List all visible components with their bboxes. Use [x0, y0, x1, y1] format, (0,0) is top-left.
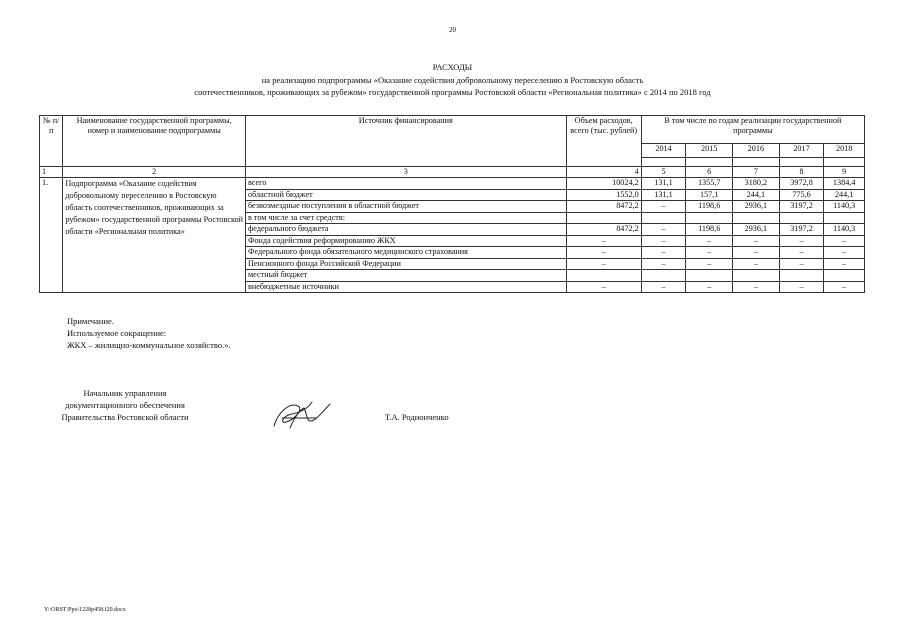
- value-cell: [566, 212, 641, 224]
- header-year-2014: 2014: [641, 143, 686, 157]
- header-year-2018: 2018: [824, 143, 865, 157]
- source-cell: Федерального фонда обязательного медицинского страхования: [245, 247, 566, 259]
- col-number: 5: [641, 167, 686, 178]
- handwritten-signature: [268, 398, 340, 432]
- value-cell: 1198,6: [686, 201, 733, 213]
- value-cell: [779, 212, 824, 224]
- value-cell: –: [641, 235, 686, 247]
- source-cell: Пенсионного фонда Российской Федерации: [245, 258, 566, 270]
- col-number: 8: [779, 167, 824, 178]
- value-cell: 244,1: [733, 189, 780, 201]
- page-number: 20: [449, 26, 456, 34]
- value-cell: 3180,2: [733, 178, 780, 190]
- header-year-2017: 2017: [779, 143, 824, 157]
- value-cell: [733, 212, 780, 224]
- document-title: РАСХОДЫ: [432, 62, 473, 72]
- header-source: Источник финансирования: [245, 116, 566, 167]
- value-cell: [686, 212, 733, 224]
- header-row-1: [40, 116, 865, 144]
- col-number: 3: [245, 167, 566, 178]
- value-cell: [824, 270, 865, 282]
- header-years-group: В том числе по годам реализации государственной программы: [641, 116, 864, 144]
- value-cell: 2936,1: [733, 224, 780, 236]
- value-cell: –: [566, 235, 641, 247]
- note-abbrev-text: ЖКХ – жилищно-коммунальное хозяйство.».: [67, 340, 231, 350]
- source-cell: Фонда содействия реформированию ЖКХ: [245, 235, 566, 247]
- value-cell: 157,1: [686, 189, 733, 201]
- source-cell: в том числе за счет средств:: [245, 212, 566, 224]
- value-cell: –: [641, 247, 686, 259]
- col-number: 9: [824, 167, 865, 178]
- value-cell: 131,1: [641, 189, 686, 201]
- value-cell: 131,1: [641, 178, 686, 190]
- value-cell: –: [641, 201, 686, 213]
- value-cell: –: [733, 235, 780, 247]
- value-cell: –: [824, 235, 865, 247]
- program-name: Подпрограмма «Оказание содействия добровольному переселению в Ростовскую область соотечественников, проживающих за рубежом» государственной программы Ростовской области «Региональная политика»: [63, 178, 246, 293]
- value-cell: 10024,2: [566, 178, 641, 190]
- header-num: № п/п: [40, 116, 63, 167]
- col-number: 7: [733, 167, 780, 178]
- value-cell: 2936,1: [733, 201, 780, 213]
- value-cell: –: [824, 247, 865, 259]
- value-cell: –: [641, 281, 686, 293]
- value-cell: –: [824, 281, 865, 293]
- value-cell: 244,1: [824, 189, 865, 201]
- value-cell: –: [733, 258, 780, 270]
- value-cell: –: [686, 258, 733, 270]
- value-cell: 775,6: [779, 189, 824, 201]
- header-volume: Объем расходов, всего (тыс. рублей): [566, 116, 641, 167]
- value-cell: [779, 270, 824, 282]
- source-cell: безвозмездные поступления в областной бюджет: [245, 201, 566, 213]
- signatory-position-line-3: Правительства Ростовской области: [61, 412, 189, 422]
- value-cell: –: [641, 258, 686, 270]
- value-cell: 1355,7: [686, 178, 733, 190]
- source-cell: всего: [245, 178, 566, 190]
- table-row: [40, 178, 865, 190]
- source-cell: внебюджетные источники: [245, 281, 566, 293]
- document-subtitle-line-2: соотечественников, проживающих за рубежом» государственной программы Ростовской области «Региональная политика» с 2014 по 2018 год: [194, 87, 711, 97]
- value-cell: 3197,2: [779, 201, 824, 213]
- footer-file-path: Y:\ORST\Ppo\1228p458.f20.docx: [44, 607, 126, 613]
- header-name: Наименование государственной программы, номер и наименование подпрограммы: [63, 116, 246, 167]
- value-cell: –: [824, 258, 865, 270]
- column-numbers-row: [40, 167, 865, 178]
- value-cell: –: [779, 247, 824, 259]
- row-number: 1.: [40, 178, 63, 293]
- value-cell: –: [779, 258, 824, 270]
- source-cell: областной бюджет: [245, 189, 566, 201]
- value-cell: –: [566, 281, 641, 293]
- value-cell: –: [733, 281, 780, 293]
- value-cell: 1140,3: [824, 224, 865, 236]
- col-number: 2: [63, 167, 246, 178]
- note-heading: Примечание.: [67, 316, 114, 326]
- source-cell: федерального бюджета: [245, 224, 566, 236]
- value-cell: [686, 270, 733, 282]
- source-cell: местный бюджет: [245, 270, 566, 282]
- value-cell: –: [686, 235, 733, 247]
- value-cell: 1384,4: [824, 178, 865, 190]
- value-cell: –: [641, 224, 686, 236]
- note-abbrev-heading: Используемое сокращение:: [67, 328, 167, 338]
- col-number: 6: [686, 167, 733, 178]
- value-cell: [641, 212, 686, 224]
- value-cell: –: [566, 247, 641, 259]
- expenses-table: [39, 115, 865, 293]
- header-year-2016: 2016: [733, 143, 780, 157]
- value-cell: 1140,3: [824, 201, 865, 213]
- value-cell: 3972,8: [779, 178, 824, 190]
- signatory-position-line-1: Начальник управления: [83, 388, 167, 398]
- value-cell: –: [779, 235, 824, 247]
- value-cell: [641, 270, 686, 282]
- value-cell: [566, 270, 641, 282]
- document-subtitle-line-1: на реализацию подпрограммы «Оказание содействия добровольному переселению в Ростовскую область: [261, 75, 644, 85]
- value-cell: –: [779, 281, 824, 293]
- value-cell: –: [686, 247, 733, 259]
- value-cell: 8472,2: [566, 201, 641, 213]
- signatory-position-line-2: документационного обеспечения: [65, 400, 185, 410]
- value-cell: –: [686, 281, 733, 293]
- col-number: 1: [40, 167, 63, 178]
- value-cell: 1552,0: [566, 189, 641, 201]
- value-cell: 3197,2: [779, 224, 824, 236]
- col-number: 4: [566, 167, 641, 178]
- value-cell: [824, 212, 865, 224]
- value-cell: –: [733, 247, 780, 259]
- value-cell: –: [566, 258, 641, 270]
- value-cell: 1198,6: [686, 224, 733, 236]
- value-cell: [733, 270, 780, 282]
- header-year-2015: 2015: [686, 143, 733, 157]
- value-cell: 8472,2: [566, 224, 641, 236]
- signatory-name: Т.А. Родионченко: [385, 412, 449, 422]
